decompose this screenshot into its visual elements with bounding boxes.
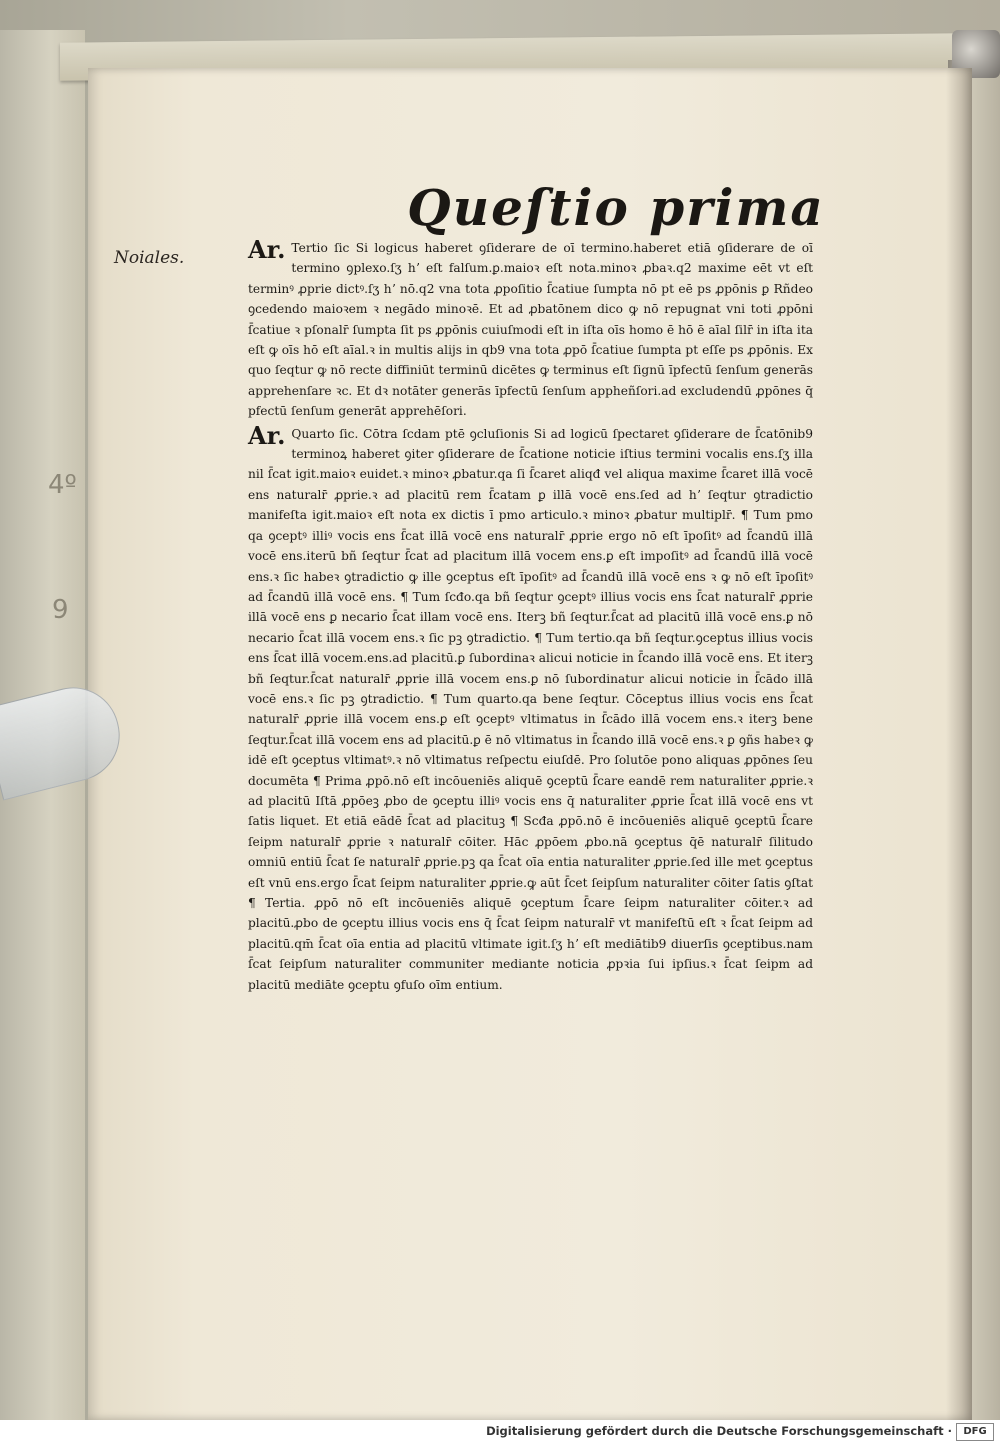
footer-credit: Digitalisierung gefördert durch die Deutsche Forschungsgemeinschaft ·	[486, 1424, 952, 1438]
paragraph-2	[248, 420, 813, 995]
pencil-mark-number: 9	[52, 595, 69, 625]
paragraph-2-text: Quarto ſic. Cōtra ſcdam ptē ꝯcluſionis Si ad logicū ſpectaret ꝯſiderare de ſ̄catōnib9 terminoꝝ haberet ꝯiter ꝯſiderare de ſ̄catione noticie iſtius termini vocalis ens.ſʒ illa nil ſ̄cat igit.maioꝛ euidet.ꝛ minoꝛ ꝓbatur.qa ſi ſ̄caret aliqđ vel aliqua maxime ſ̄caret illā vocē ens naturalr̄ ꝓprie.ꝛ ad placitū rem ſ̄catam ꝑ illā vocē ens.ſed ad hʼ ſeqtur ꝯtradictio manifeſta igit.maioꝛ eſt nota ex dictis ī pmo articulo.ꝛ minoꝛ ꝓbatur multiplr̄. ¶ Tum pmo qa ꝯceptꝰ illiꝰ vocis ens ſ̄cat illā vocē ens naturalr̄ ꝓprie ergo nō eſt īpoſitꝰ ad ſ̄candū illā vocē ens.iterū bñ ſeqtur ſ̄cat ad placitum illā vocem ens.ꝑ eſt impoſitꝰ ad ſ̄candū illā vocē ens.ꝛ ſic habeꝛ ꝯtradictio ꝙ ille ꝯceptus eſt īpoſitꝰ ad ſ̄candū illā vocē ens ꝛ ꝙ nō eſt īpoſitꝰ ad ſ̄candū illā vocē ens. ¶ Tum ſcđo.qa bñ ſeqtur ꝯceptꝰ illius vocis ens ſ̄cat naturalr̄ ꝓprie illā vocē ens ꝑ necario ſ̄cat illam vocē ens. Iterꝫ bñ ſeqtur.ſ̄cat ad placitū illā vocē ens.ꝑ nō necario ſ̄cat illā vocem ens.ꝛ ſic pꝫ ꝯtradictio. ¶ Tum tertio.qa bñ ſeqtur.ꝯceptus illius vocis ens ſ̄cat illā vocem.ens.ad placitū.ꝑ ſubordinaꝛ alicui noticie in ſ̄cando illā vocē ens. Et iterꝫ bñ ſeqtur.ſ̄cat naturalr̄ ꝓprie illā vocem ens.ꝑ nō ſubordinatur alicui noticie in ſ̄cādo illā vocē ens.ꝛ ſic pꝫ ꝯtradictio. ¶ Tum quarto.qa bene ſeqtur. Cōceptus illius vocis ens ſ̄cat naturalr̄ ꝓprie illā vocem ens.ꝑ eſt ꝯceptꝰ vltimatus in ſ̄cādo illā vocem ens.ꝛ iterꝫ bene ſeqtur.ſ̄cat illā vocem ens ad placitū.ꝑ ē nō vltimatus in ſ̄cando illā vocē ens.ꝛ ꝑ ꝯñs habeꝛ ꝙ idē eſt ꝯceptus vltimatꝰ.ꝛ nō vltimatus reſpectu eiuſdē. Pro ſolutōe pono aliquas ꝓpōnes ſeu documēta ¶ Prima ꝓpō.nō eſt incōueniēs aliquē ꝯceptū ſ̄care eandē rem naturaliter ꝓprie.ꝛ ad placitū Iſtā ꝓpōeꝫ ꝓbo de ꝯceptu illiꝰ vocis ens q̄ naturaliter ꝓprie ſ̄cat illā vocē ens vt ſatis liquet. Et etiā eādē ſ̄cat ad placituꝫ ¶ Scđa ꝓpō.nō ē incōueniēs aliquē ꝯceptū ſ̄care ſeipm naturalr̄ ꝓprie ꝛ naturalr̄ cōiter. Hāc ꝓpōem ꝓbo.nā ꝯceptus q̄ē naturalr̄ ſilitudo omniū entiū ſ̄cat ſe naturalr̄ ꝓprie.pꝫ qa ſ̄cat oīa entia naturaliter ꝓprie.ſed ille met ꝯceptus eſt vnū ens.ergo ſ̄cat ſeipm naturaliter ꝓprie.ꝙ aūt ſ̄cet ſeipſum naturaliter cōiter ſatis ꝯſtat ¶ Tertia. ꝓpō nō eſt incōueniēs aliquē ꝯceptum ſ̄care ſeipm naturaliter cōiter.ꝛ ad placitū.ꝓbo de ꝯceptu illius vocis ens q̄ ſ̄cat ſeipm naturalr̄ vt manifeſtū eſt ꝛ ſ̄cat ſeipm ad placitū.qm̄ ſ̄cat oīa entia ad placitū vltimate igit.ſʒ hʼ eſt mediātib9 diuerſis ꝯceptibus.nam ſ̄cat ſeipſum naturaliter communiter mediante noticia ꝓpꝛia ſui ipſius.ꝛ ſ̄cat ſeipm ad placitū mediāte ꝯceptu ꝯfuſo oīm entium.	[248, 426, 813, 992]
body-text	[248, 235, 813, 995]
paragraph-2-head: Ar.	[248, 420, 286, 450]
book-page	[88, 68, 972, 1420]
margin-note: Noiales.	[114, 248, 185, 268]
dfg-logo: DFG	[956, 1423, 994, 1441]
footer-bar	[0, 1420, 1000, 1443]
paragraph-1	[248, 235, 813, 422]
page-title: Queſtio prima	[407, 178, 825, 237]
paragraph-1-text: Tertio ſic Si logicus haberet ꝯſiderare de oī termino.haberet etiā ꝯſiderare de oī termino ꝯplexo.ſʒ hʼ eſt falſum.ꝑ.maioꝛ eſt nota.minoꝛ ꝓbaꝛ.q2 maxime eēt vt eſt terminꝰ ꝓprie dictꝰ.ſʒ hʼ nō.q2 vna tota ꝓpoſitio ſ̄catiue ſumpta nō pt eē ps ꝓpōnis ꝑ Rñdeo ꝯcedendo maioꝛem ꝛ negādo minoꝛē. Et ad ꝓbatōnem dico ꝙ nō repugnat vni toti ꝓpōni ſ̄catiue ꝛ pſonalr̄ ſumpta ſit ps ꝓpōnis cuiuſmodi eſt in iſta oīs homo ē hō ē aīal ſilr̄ in iſta ita eſt ꝙ oīs hō eſt aīal.ꝛ in multis alijs in qb9 vna tota ꝓpō ſ̄catiue ſumpta pt eſſe ps ꝓpōnis. Ex quo ſeqtur ꝙ nō recte diffiniūt terminū dicētes ꝙ terminus eſt ſignū īpfectū ſenſum generās apprehenſare ꝛc. Et dꝛ notāter generās īpfectū ſenſum appheñſori.ad excludendū ꝓpōnes q̄ pfectū ſenſum generāt apprehēſori.	[248, 241, 813, 419]
paragraph-1-head: Ar.	[248, 235, 286, 264]
gutter-shadow	[946, 68, 972, 1420]
pencil-mark-shelfmark: 4º	[48, 470, 77, 500]
